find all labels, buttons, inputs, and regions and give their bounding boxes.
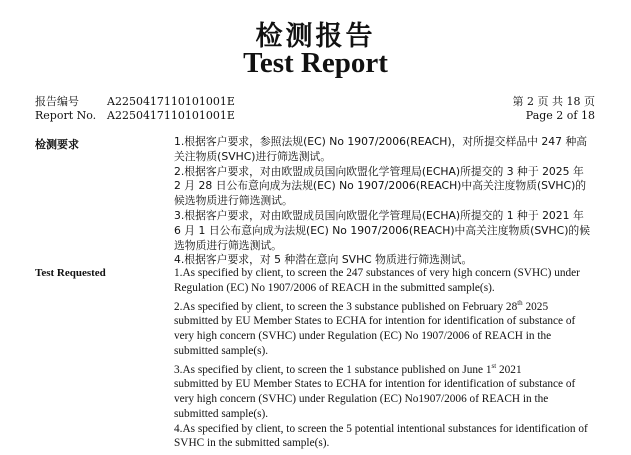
test-requested-label: Test Requested [35,267,106,279]
page-indicator [513,95,595,123]
requirement-en-3-prefix: 3.As specified by client, to screen the 1 substance published on June 1 [174,363,492,376]
page-number-en: Page 2 of 18 [525,109,595,122]
report-number-label-en: Report No. [35,109,97,122]
date-superscript: th [517,298,523,307]
requirement-en-3-suffix: 2021 [496,363,522,376]
report-title-chinese: 检测报告 [255,21,376,52]
requirement-en-1: 1.As specified by client, to screen the 247 substances of very high concern (SVHC) under Regulation (EC) No 1907/2006 of REACH in the submitted sample(s). [174,267,580,294]
report-number-row-en [35,109,235,123]
report-number-row-cn [35,95,235,109]
requirement-en-4: 4.As specified by client, to screen the 5 potential intentional substances for identification of SVHC in the submitted sample(s). [174,422,588,450]
requirement-en-3-head [174,359,594,378]
report-title-english: Test Report [243,47,388,79]
requirement-cn-3: 3.根据客户要求，对由欧盟成员国向欧盟化学管理局(ECHA)所提交的 1 种于 2021 年 6 月 1 日公布意向成为法规(EC) No 1907/2006(REACH)中高关注度物质(SVHC)的候选物质进行筛选测试。 [174,208,591,252]
requirement-cn-1: 1.根据客户要求，参照法规(EC) No 1907/2006(REACH)，对所提交样品中 247 种高关注物质(SVHC)进行筛选测试。 [174,135,588,163]
requirement-en-2: submitted by EU Member States to ECHA for intention for identification of substance of very high concern (SVHC) under Regulation (EC) No 1907/2006 of REACH in the submitted sample(s). [174,315,576,357]
report-number-en: A2250417110101001E [107,109,235,122]
date-superscript: st [491,361,497,370]
requirement-cn-2: 2.根据客户要求，对由欧盟成员国向欧盟化学管理局(ECHA)所提交的 3 种于 2025 年 2 月 28 日公布意向成为法规(EC) No 1907/2006(REACH)中高关注度物质(SVHC)的候选物质进行筛选测试。 [174,164,587,208]
report-number-cn: A2250417110101001E [107,95,235,108]
test-requirements-cn [174,135,594,268]
report-number-block [35,95,235,123]
requirement-en-2-head [174,296,594,315]
test-requested-en [174,266,594,451]
page-number-cn: 第 2 页 共 18 页 [512,95,595,108]
requirement-en-2-suffix: 2025 [522,300,549,313]
requirement-en-3: submitted by EU Member States to ECHA for intention for identification of substance of very high concern (SVHC) under Regulation (EC) No1907/2006 of REACH in the submitted sample(s). [174,378,576,420]
report-number-label-cn: 报告编号 [35,95,79,108]
requirement-en-2-prefix: 2.As specified by client, to screen the 3 substance published on February 28 [174,300,518,313]
test-requirements-label-cn: 检测要求 [35,138,79,151]
requirement-cn-4: 4.根据客户要求，对 5 种潜在意向 SVHC 物质进行筛选测试。 [174,253,473,267]
